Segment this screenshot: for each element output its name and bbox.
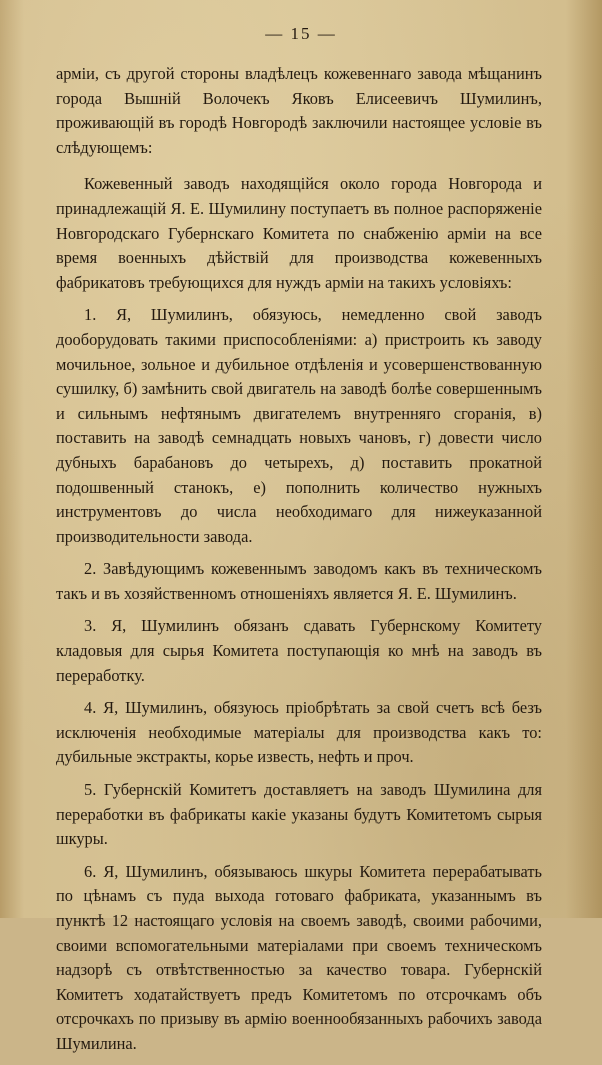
document-body — [56, 62, 542, 1065]
paragraph-clause-3: 3. Я, Шумилинъ обязанъ сдавать Губернскому Комитету кладовыя для сырья Комитета поступающiя ко мнѣ на заводъ въ переработку. — [56, 616, 542, 685]
paragraph-intro: армiи, съ другой стороны владѣлецъ кожевеннаго завода мѣщанинъ города Вышнiй Волочекъ Яковъ Елисеевичъ Шумилинъ, проживающiй въ городѣ Новгородѣ заключили настоящее условiе въ слѣдующемъ: — [56, 64, 542, 157]
paragraph-clause-4: 4. Я, Шумилинъ, обязуюсь прiобрѣтать за свой счетъ всѣ безъ исключенiя необходимые матерiалы для производства какъ то: дубильные экстракты, корье известь, нефть и проч. — [56, 698, 542, 767]
paragraph-clause-6: 6. Я, Шумилинъ, обязываюсь шкуры Комитета перерабатывать по цѣнамъ съ пуда выхода готоваго фабриката, указаннымъ въ пунктѣ 12 настоящаго условiя на своемъ заводѣ, своими рабочими, своими вспомогательными матерiалами при своемъ техническомъ надзорѣ съ отвѣтственностью за качество товара. Губернскiй Комитетъ ходатайствуетъ предъ Комитетомъ по отсрочкамъ объ отсрочкахъ по призыву въ армiю военнообязанныхъ рабочихъ завода Шумилина. — [56, 861, 542, 1053]
paragraph-clause-2: 2. Завѣдующимъ кожевеннымъ заводомъ какъ въ техническомъ такъ и въ хозяйственномъ отношенiяхъ является Я. Е. Шумилинъ. — [56, 559, 542, 603]
paragraph-clause-5: 5. Губернскiй Комитетъ доставляетъ на заводъ Шумилина для переработки въ фабрикаты какiе указаны будутъ Комитетомъ сырыя шкуры. — [56, 780, 542, 849]
paragraph-preamble: Кожевенный заводъ находящiйся около города Новгорода и принадлежащiй Я. Е. Шумилину поступаетъ въ полное распоряженiе Новгородскаго Губернскаго Комитета по снабженiю армiи на все время военныхъ дѣйствiй для производства кожевенныхъ фабрикатовъ требующихся для нуждъ армiи на такихъ условiяхъ: — [56, 174, 542, 292]
page-number: — 15 — — [265, 24, 337, 43]
paragraph-clause-1: 1. Я, Шумилинъ, обязуюсь, немедленно свой заводъ дооборудовать такими приспособленiями: а) пристроить къ заводу мочильное, зольное и дубильное отдѣленiя и усовершенствованную сушилку, б) замѣнить свой двигатель на заводѣ болѣе совершеннымъ и сильнымъ нефтянымъ двигателемъ внутренняго сгоранiя, в) поставить на заводѣ семнадцать новыхъ чановъ, г) довести число дубныхъ барабановъ до четырехъ, д) поставить прокатной подошвенный станокъ, е) пополнить количество нужныхъ инструментовъ до числа необходимаго для нижеуказанной производительности завода. — [56, 305, 542, 546]
